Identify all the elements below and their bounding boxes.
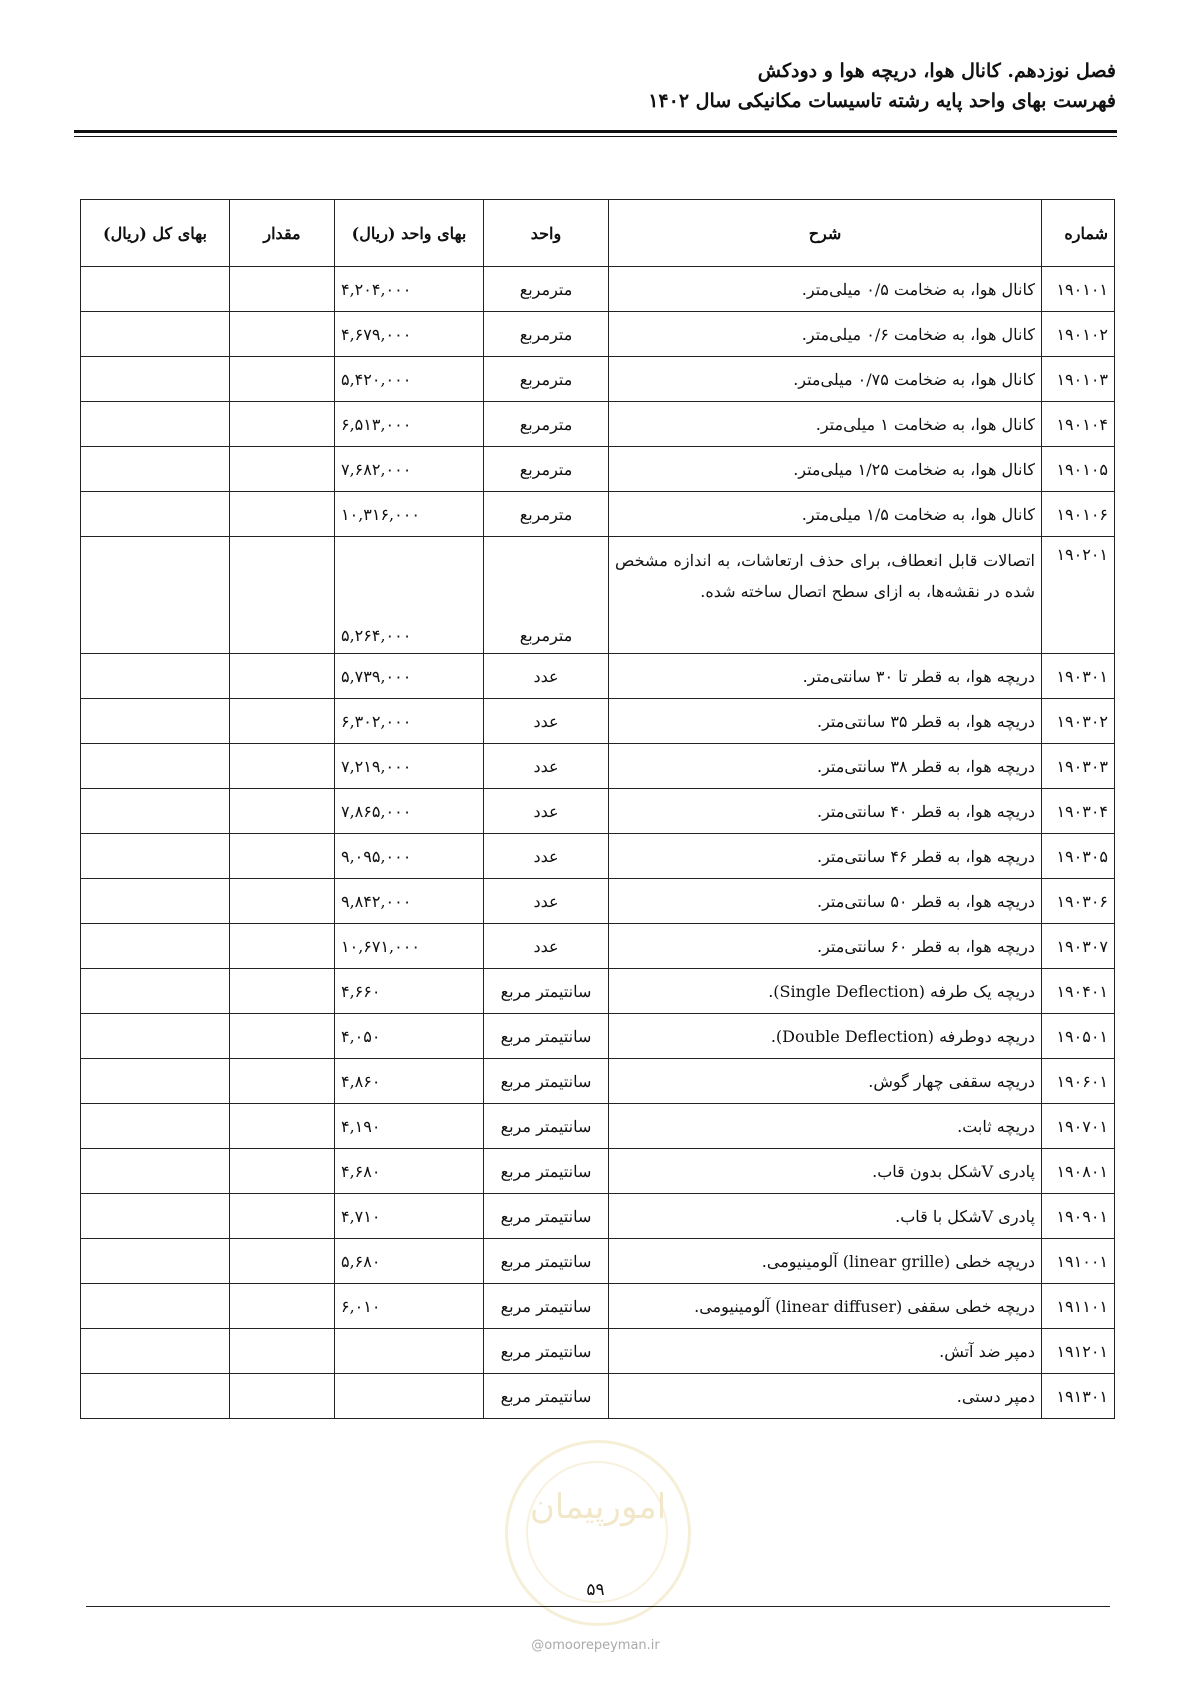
row-unit-price: ۵,۴۲۰,۰۰۰ bbox=[335, 357, 484, 402]
row-quantity bbox=[230, 1194, 335, 1239]
row-quantity bbox=[230, 744, 335, 789]
row-unit: مترمربع bbox=[484, 357, 609, 402]
row-unit: سانتیمتر مربع bbox=[484, 1284, 609, 1329]
row-total-price bbox=[81, 1284, 230, 1329]
row-quantity bbox=[230, 834, 335, 879]
row-unit-price: ۴,۸۶۰ bbox=[335, 1059, 484, 1104]
row-number: ۱۹۰۳۰۳ bbox=[1042, 744, 1115, 789]
row-description: دمپر دستی. bbox=[609, 1374, 1042, 1419]
table-row bbox=[81, 1239, 1115, 1284]
header-rule-thin bbox=[74, 136, 1117, 137]
row-description: کانال هوا، به ضخامت ۱ میلی‌متر. bbox=[609, 402, 1042, 447]
row-unit-price: ۷,۸۶۵,۰۰۰ bbox=[335, 789, 484, 834]
row-unit: عدد bbox=[484, 924, 609, 969]
row-description: دریچه هوا، به قطر تا ۳۰ سانتی‌متر. bbox=[609, 654, 1042, 699]
row-unit: سانتیمتر مربع bbox=[484, 1014, 609, 1059]
row-unit: عدد bbox=[484, 834, 609, 879]
row-quantity bbox=[230, 969, 335, 1014]
row-quantity bbox=[230, 1329, 335, 1374]
row-unit: سانتیمتر مربع bbox=[484, 1104, 609, 1149]
row-unit-price bbox=[335, 1374, 484, 1419]
row-quantity bbox=[230, 1014, 335, 1059]
row-unit-price: ۱۰,۶۷۱,۰۰۰ bbox=[335, 924, 484, 969]
table-row bbox=[81, 537, 1115, 654]
row-total-price bbox=[81, 699, 230, 744]
row-total-price bbox=[81, 654, 230, 699]
row-unit: عدد bbox=[484, 699, 609, 744]
row-quantity bbox=[230, 1059, 335, 1104]
table-row bbox=[81, 447, 1115, 492]
row-description: دریچه ثابت. bbox=[609, 1104, 1042, 1149]
row-number: ۱۹۰۱۰۱ bbox=[1042, 267, 1115, 312]
row-description: کانال هوا، به ضخامت ۱/۲۵ میلی‌متر. bbox=[609, 447, 1042, 492]
row-number: ۱۹۰۳۰۶ bbox=[1042, 879, 1115, 924]
row-unit: مترمربع bbox=[484, 312, 609, 357]
row-total-price bbox=[81, 1374, 230, 1419]
row-quantity bbox=[230, 924, 335, 969]
table-row bbox=[81, 1059, 1115, 1104]
row-quantity bbox=[230, 1284, 335, 1329]
row-description: دریچه هوا، به قطر ۵۰ سانتی‌متر. bbox=[609, 879, 1042, 924]
row-total-price bbox=[81, 1014, 230, 1059]
row-unit: مترمربع bbox=[484, 267, 609, 312]
site-handle: @omoorepeyman.ir bbox=[531, 1638, 660, 1653]
row-quantity bbox=[230, 1374, 335, 1419]
row-number: ۱۹۰۳۰۷ bbox=[1042, 924, 1115, 969]
row-quantity bbox=[230, 492, 335, 537]
row-description: کانال هوا، به ضخامت ۰/۷۵ میلی‌متر. bbox=[609, 357, 1042, 402]
price-list-title: فهرست بهای واحد پایه رشته تاسیسات مکانیکی سال ۱۴۰۲ bbox=[648, 90, 1116, 112]
table-row bbox=[81, 924, 1115, 969]
row-total-price bbox=[81, 492, 230, 537]
row-unit: عدد bbox=[484, 654, 609, 699]
row-total-price bbox=[81, 357, 230, 402]
row-number: ۱۹۱۱۰۱ bbox=[1042, 1284, 1115, 1329]
row-unit-price: ۵,۷۳۹,۰۰۰ bbox=[335, 654, 484, 699]
header-unit-price: بهای واحد (ریال) bbox=[335, 200, 484, 267]
row-unit-price: ۷,۶۸۲,۰۰۰ bbox=[335, 447, 484, 492]
table-row bbox=[81, 699, 1115, 744]
row-unit-price: ۵,۶۸۰ bbox=[335, 1239, 484, 1284]
row-description: دریچه هوا، به قطر ۴۰ سانتی‌متر. bbox=[609, 789, 1042, 834]
row-unit: سانتیمتر مربع bbox=[484, 1194, 609, 1239]
row-quantity bbox=[230, 447, 335, 492]
row-unit: عدد bbox=[484, 789, 609, 834]
footer-rule bbox=[86, 1606, 1110, 1607]
row-unit-price: ۴,۶۷۹,۰۰۰ bbox=[335, 312, 484, 357]
page-header bbox=[71, 56, 1116, 116]
row-description: پادری Vشکل با قاب. bbox=[609, 1194, 1042, 1239]
row-total-price bbox=[81, 834, 230, 879]
row-number: ۱۹۰۱۰۲ bbox=[1042, 312, 1115, 357]
row-unit: سانتیمتر مربع bbox=[484, 1059, 609, 1104]
table-row bbox=[81, 1149, 1115, 1194]
row-unit: عدد bbox=[484, 744, 609, 789]
table-row bbox=[81, 1104, 1115, 1149]
row-total-price bbox=[81, 1194, 230, 1239]
row-quantity bbox=[230, 267, 335, 312]
row-total-price bbox=[81, 744, 230, 789]
header-number: شماره bbox=[1042, 200, 1115, 267]
row-number: ۱۹۰۹۰۱ bbox=[1042, 1194, 1115, 1239]
row-description: دریچه سقفی چهار گوش. bbox=[609, 1059, 1042, 1104]
table-row bbox=[81, 1284, 1115, 1329]
row-total-price bbox=[81, 1059, 230, 1104]
row-unit: سانتیمتر مربع bbox=[484, 1239, 609, 1284]
row-unit-price: ۴,۶۶۰ bbox=[335, 969, 484, 1014]
row-description: دریچه هوا، به قطر ۴۶ سانتی‌متر. bbox=[609, 834, 1042, 879]
row-number: ۱۹۰۳۰۴ bbox=[1042, 789, 1115, 834]
row-total-price bbox=[81, 1104, 230, 1149]
table-row bbox=[81, 1374, 1115, 1419]
row-number: ۱۹۱۳۰۱ bbox=[1042, 1374, 1115, 1419]
row-quantity bbox=[230, 1239, 335, 1284]
table-row bbox=[81, 1194, 1115, 1239]
row-number: ۱۹۱۲۰۱ bbox=[1042, 1329, 1115, 1374]
row-total-price bbox=[81, 1239, 230, 1284]
row-description: دریچه دوطرفه (Double Deflection). bbox=[609, 1014, 1042, 1059]
row-description: دریچه هوا، به قطر ۳۵ سانتی‌متر. bbox=[609, 699, 1042, 744]
row-total-price bbox=[81, 312, 230, 357]
row-unit: عدد bbox=[484, 879, 609, 924]
row-number: ۱۹۰۸۰۱ bbox=[1042, 1149, 1115, 1194]
row-unit: سانتیمتر مربع bbox=[484, 969, 609, 1014]
row-total-price bbox=[81, 1329, 230, 1374]
row-unit-price: ۴,۰۵۰ bbox=[335, 1014, 484, 1059]
row-unit-price: ۶,۵۱۳,۰۰۰ bbox=[335, 402, 484, 447]
row-number: ۱۹۰۱۰۵ bbox=[1042, 447, 1115, 492]
row-unit: مترمربع bbox=[484, 537, 609, 654]
row-quantity bbox=[230, 654, 335, 699]
row-unit-price: ۱۰,۳۱۶,۰۰۰ bbox=[335, 492, 484, 537]
row-unit-price: ۶,۳۰۲,۰۰۰ bbox=[335, 699, 484, 744]
row-unit-price: ۶,۰۱۰ bbox=[335, 1284, 484, 1329]
row-number: ۱۹۰۵۰۱ bbox=[1042, 1014, 1115, 1059]
row-number: ۱۹۰۳۰۱ bbox=[1042, 654, 1115, 699]
header-rule-thick bbox=[74, 130, 1117, 133]
table-row bbox=[81, 1329, 1115, 1374]
row-number: ۱۹۰۷۰۱ bbox=[1042, 1104, 1115, 1149]
row-description: کانال هوا، به ضخامت ۱/۵ میلی‌متر. bbox=[609, 492, 1042, 537]
row-unit-price: ۷,۲۱۹,۰۰۰ bbox=[335, 744, 484, 789]
row-description: دمپر ضد آتش. bbox=[609, 1329, 1042, 1374]
row-description: دریچه هوا، به قطر ۳۸ سانتی‌متر. bbox=[609, 744, 1042, 789]
row-quantity bbox=[230, 402, 335, 447]
table-row bbox=[81, 1014, 1115, 1059]
table-row bbox=[81, 492, 1115, 537]
table-row bbox=[81, 879, 1115, 924]
page-number: ۵۹ bbox=[586, 1580, 605, 1600]
row-total-price bbox=[81, 537, 230, 654]
row-unit: مترمربع bbox=[484, 402, 609, 447]
table-header-row bbox=[81, 200, 1115, 267]
watermark-logo-text: امورپیمان bbox=[529, 1487, 667, 1527]
row-unit-price: ۴,۶۸۰ bbox=[335, 1149, 484, 1194]
header-description: شرح bbox=[609, 200, 1042, 267]
row-total-price bbox=[81, 1149, 230, 1194]
row-total-price bbox=[81, 789, 230, 834]
row-total-price bbox=[81, 402, 230, 447]
row-number: ۱۹۰۶۰۱ bbox=[1042, 1059, 1115, 1104]
table-row bbox=[81, 312, 1115, 357]
row-quantity bbox=[230, 1104, 335, 1149]
header-total-price: بهای کل (ریال) bbox=[81, 200, 230, 267]
row-number: ۱۹۰۴۰۱ bbox=[1042, 969, 1115, 1014]
row-number: ۱۹۰۲۰۱ bbox=[1042, 537, 1115, 654]
row-unit-price: ۹,۸۴۲,۰۰۰ bbox=[335, 879, 484, 924]
row-quantity bbox=[230, 537, 335, 654]
row-unit-price: ۴,۲۰۴,۰۰۰ bbox=[335, 267, 484, 312]
row-unit-price: ۴,۱۹۰ bbox=[335, 1104, 484, 1149]
row-quantity bbox=[230, 1149, 335, 1194]
table-row bbox=[81, 402, 1115, 447]
row-total-price bbox=[81, 969, 230, 1014]
row-unit: مترمربع bbox=[484, 492, 609, 537]
table-row bbox=[81, 744, 1115, 789]
row-total-price bbox=[81, 879, 230, 924]
row-number: ۱۹۰۳۰۲ bbox=[1042, 699, 1115, 744]
row-description: دریچه خطی (linear grille) آلومینیومی. bbox=[609, 1239, 1042, 1284]
table-row bbox=[81, 969, 1115, 1014]
row-unit: سانتیمتر مربع bbox=[484, 1329, 609, 1374]
row-number: ۱۹۱۰۰۱ bbox=[1042, 1239, 1115, 1284]
row-number: ۱۹۰۱۰۶ bbox=[1042, 492, 1115, 537]
row-unit-price: ۴,۷۱۰ bbox=[335, 1194, 484, 1239]
row-quantity bbox=[230, 789, 335, 834]
table-row bbox=[81, 357, 1115, 402]
row-unit-price bbox=[335, 1329, 484, 1374]
table-row bbox=[81, 834, 1115, 879]
header-unit: واحد bbox=[484, 200, 609, 267]
row-number: ۱۹۰۱۰۳ bbox=[1042, 357, 1115, 402]
row-quantity bbox=[230, 699, 335, 744]
row-unit-price: ۵,۲۶۴,۰۰۰ bbox=[335, 537, 484, 654]
row-total-price bbox=[81, 267, 230, 312]
row-quantity bbox=[230, 312, 335, 357]
row-number: ۱۹۰۳۰۵ bbox=[1042, 834, 1115, 879]
row-number: ۱۹۰۱۰۴ bbox=[1042, 402, 1115, 447]
chapter-title: فصل نوزدهم. کانال هوا، دریچه هوا و دودکش bbox=[757, 60, 1116, 82]
table-row bbox=[81, 789, 1115, 834]
row-description: دریچه خطی سقفی (linear diffuser) آلومینیومی. bbox=[609, 1284, 1042, 1329]
price-table bbox=[80, 199, 1115, 1419]
row-unit-price: ۹,۰۹۵,۰۰۰ bbox=[335, 834, 484, 879]
row-description: دریچه هوا، به قطر ۶۰ سانتی‌متر. bbox=[609, 924, 1042, 969]
row-description: دریچه یک طرفه (Single Deflection). bbox=[609, 969, 1042, 1014]
row-description: پادری Vشکل بدون قاب. bbox=[609, 1149, 1042, 1194]
row-unit: سانتیمتر مربع bbox=[484, 1374, 609, 1419]
header-quantity: مقدار bbox=[230, 200, 335, 267]
table-body bbox=[81, 267, 1115, 1419]
row-description: کانال هوا، به ضخامت ۰/۵ میلی‌متر. bbox=[609, 267, 1042, 312]
table-row bbox=[81, 654, 1115, 699]
row-unit: سانتیمتر مربع bbox=[484, 1149, 609, 1194]
table-row bbox=[81, 267, 1115, 312]
row-description: کانال هوا، به ضخامت ۰/۶ میلی‌متر. bbox=[609, 312, 1042, 357]
row-unit: مترمربع bbox=[484, 447, 609, 492]
row-quantity bbox=[230, 357, 335, 402]
row-quantity bbox=[230, 879, 335, 924]
row-total-price bbox=[81, 924, 230, 969]
row-description: اتصالات قابل انعطاف، برای حذف ارتعاشات، به اندازه مشخص شده در نقشه‌ها، به ازای سطح اتصال ساخته شده. bbox=[609, 537, 1042, 654]
row-total-price bbox=[81, 447, 230, 492]
